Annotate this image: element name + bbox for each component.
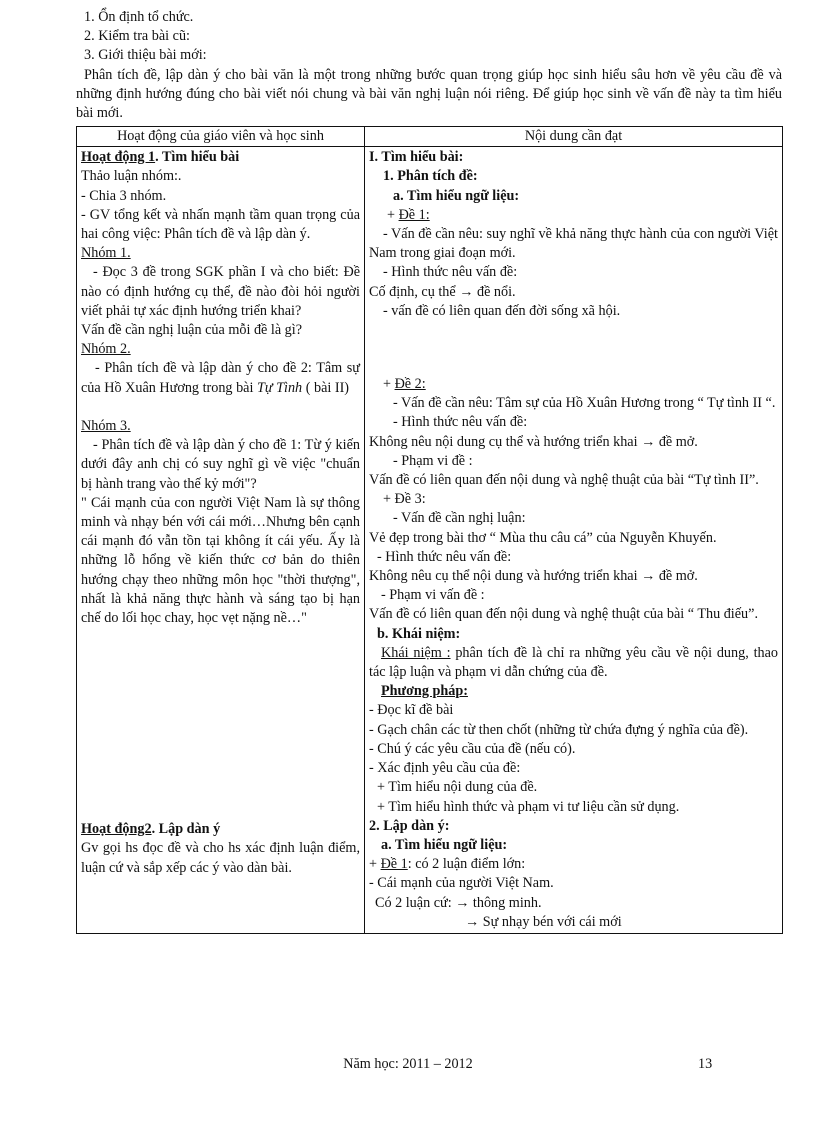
activity-2-heading: Hoạt động2. Lập dàn ý	[81, 821, 221, 838]
text-line: Vấn đề có liên quan đến nội dung và nghệ thuật của bài “Tự tình II”.	[369, 472, 759, 489]
text-line: Thảo luận nhóm:.	[81, 168, 182, 185]
intro-section	[76, 8, 782, 123]
group-3-quote: " Cái mạnh của con người Việt Nam là sự thông minh và nhạy bén với cái mới…Nhưng bên cạnh cái mạnh đó vẫn tồn tại không ít cái yếu. Ấy là những lỗ hổng về kiến thức cơ bản do thiên hướng chạy theo những môn học "thời thượng", nhất là khả năng thực hành và sáng tạo bị hạn chế do lối học chay, học vẹt nặng nề…"	[81, 494, 360, 627]
method-item: - Chú ý các yêu cầu của đề (nếu có).	[369, 740, 576, 757]
method-item: - Xác định yêu cầu của đề:	[369, 760, 521, 777]
text-line: - Cái mạnh của người Việt Nam.	[369, 875, 554, 892]
outline-topic-1: + Đề 1: có 2 luận điểm lớn:	[369, 856, 526, 873]
text-line: Không nêu nội dung cụ thể và hướng triển khai → đề mở.	[369, 433, 698, 450]
text-line: - Hình thức nêu vấn đề:	[377, 548, 512, 565]
text-line: Vẻ đẹp trong bài thơ “ Mùa thu câu cá” của Nguyễn Khuyến.	[369, 529, 717, 546]
text-line: - Hình thức nêu vấn đề:	[383, 264, 518, 281]
topic-3-label: + Đề 3:	[383, 491, 426, 508]
method-item: - Đọc kĩ đề bài	[369, 702, 454, 719]
text-line: - GV tổng kết và nhấn mạnh tầm quan trọng của hai công việc: Phân tích đề và lập dàn ý.	[81, 206, 360, 243]
intro-item: 2. Kiểm tra bài cũ:	[84, 28, 190, 45]
table-row	[77, 147, 783, 934]
group-3-task: - Phân tích đề và lập dàn ý cho đề 1: Từ ý kiến dưới đây anh chị có suy nghĩ gì về việc "chuẩn bị hành trang vào thế kỷ mới"?	[81, 437, 360, 492]
method-item: + Tìm hiểu hình thức và phạm vi tư liệu cần sử dụng.	[377, 798, 680, 815]
subsection-heading: a. Tìm hiểu ngữ liệu:	[393, 187, 520, 204]
text-line: → Sự nhạy bén với cái mới	[465, 913, 622, 930]
content-cell	[365, 147, 783, 934]
section-2-heading: 2. Lập dàn ý:	[369, 817, 450, 834]
group-1-question: Vấn đề cần nghị luận của mỗi đề là gì?	[81, 322, 303, 339]
text-line: Có 2 luận cứ: → thông minh.	[375, 894, 542, 911]
intro-item: 1. Ổn định tổ chức.	[84, 9, 194, 25]
text-line: - Chia 3 nhóm.	[81, 187, 167, 204]
group-2-label: Nhóm 2.	[81, 341, 131, 358]
text-line: - Vấn đề cần nghị luận:	[393, 510, 526, 527]
text-line: - Vấn đề cần nêu: suy nghĩ về khả năng thực hành của con người Việt Nam trong giai đoạn mới.	[369, 226, 778, 262]
text-line: - Vấn đề cần nêu: Tâm sự của Hồ Xuân Hương trong “ Tự tình II “.	[393, 395, 776, 412]
activity-2-text: Gv gọi hs đọc đề và cho hs xác định luận điểm, luận cứ và sắp xếp các ý vào dàn bài.	[81, 840, 360, 876]
text-line: - Phạm vi vấn đề :	[381, 587, 485, 604]
concept-definition: Khái niệm : phân tích đề là chỉ ra những yêu cầu về nội dung, thao tác lập luận và phạm vi dẫn chứng của đề.	[369, 644, 778, 681]
text-line: - vấn đề có liên quan đến đời sống xã hội.	[383, 302, 621, 319]
topic-2-label: + Đề 2:	[383, 376, 426, 393]
group-1-label: Nhóm 1.	[81, 245, 131, 262]
text-line: - Hình thức nêu vấn đề:	[393, 414, 528, 431]
section-1-heading: I. Tìm hiểu bài:	[369, 149, 464, 166]
page-number: 13	[698, 1056, 713, 1072]
text-line: - Phạm vi đề :	[393, 452, 473, 469]
concept-heading: b. Khái niệm:	[377, 625, 461, 642]
method-item: + Tìm hiểu nội dung của đề.	[377, 779, 538, 796]
intro-item: 3. Giới thiệu bài mới:	[84, 47, 207, 64]
group-1-task: - Đọc 3 đề trong SGK phần I và cho biết: Đề nào có định hướng cụ thể, đề nào đòi hỏi người viết phải tự xác định hướng triển khai?	[81, 264, 360, 319]
activity-1-heading: Hoạt động 1. Tìm hiểu bài	[81, 149, 240, 166]
method-heading: Phương pháp:	[381, 683, 468, 700]
topic-1-label: + Đề 1:	[387, 206, 430, 223]
header-content: Nội dung cần đạt	[365, 127, 783, 147]
text-line: Vấn đề có liên quan đến nội dung và nghệ thuật của bài “ Thu điếu”.	[369, 606, 758, 623]
activities-cell	[77, 147, 365, 934]
lesson-table	[76, 126, 783, 934]
footer-school-year: Năm học: 2011 – 2012	[343, 1056, 473, 1072]
text-line: Cố định, cụ thể → đề nổi.	[369, 283, 516, 300]
intro-paragraph: Phân tích đề, lập dàn ý cho bài văn là một trong những bước quan trọng giúp học sinh hiểu sâu hơn về yêu cầu đề và những định hướng đúng cho bài viết nói chung và bài văn nghị luận nói riêng. Để giúp học sinh về vấn đề này ta tìm hiểu bài mới.	[76, 66, 782, 122]
header-activities: Hoạt động của giáo viên và học sinh	[77, 127, 365, 147]
method-item: - Gạch chân các từ then chốt (những từ chứa đựng ý nghĩa của đề).	[369, 721, 749, 738]
subsection-heading: a. Tìm hiểu ngữ liệu:	[381, 836, 508, 853]
group-3-label: Nhóm 3.	[81, 418, 131, 435]
group-2-task: - Phân tích đề và lập dàn ý cho đề 2: Tâm sự của Hồ Xuân Hương trong bài Tự Tình ( bài II)	[81, 360, 360, 396]
subsection-heading: 1. Phân tích đề:	[383, 168, 478, 185]
table-header-row	[77, 127, 783, 147]
text-line: Không nêu cụ thể nội dung và hướng triển khai → đề mở.	[369, 568, 698, 585]
